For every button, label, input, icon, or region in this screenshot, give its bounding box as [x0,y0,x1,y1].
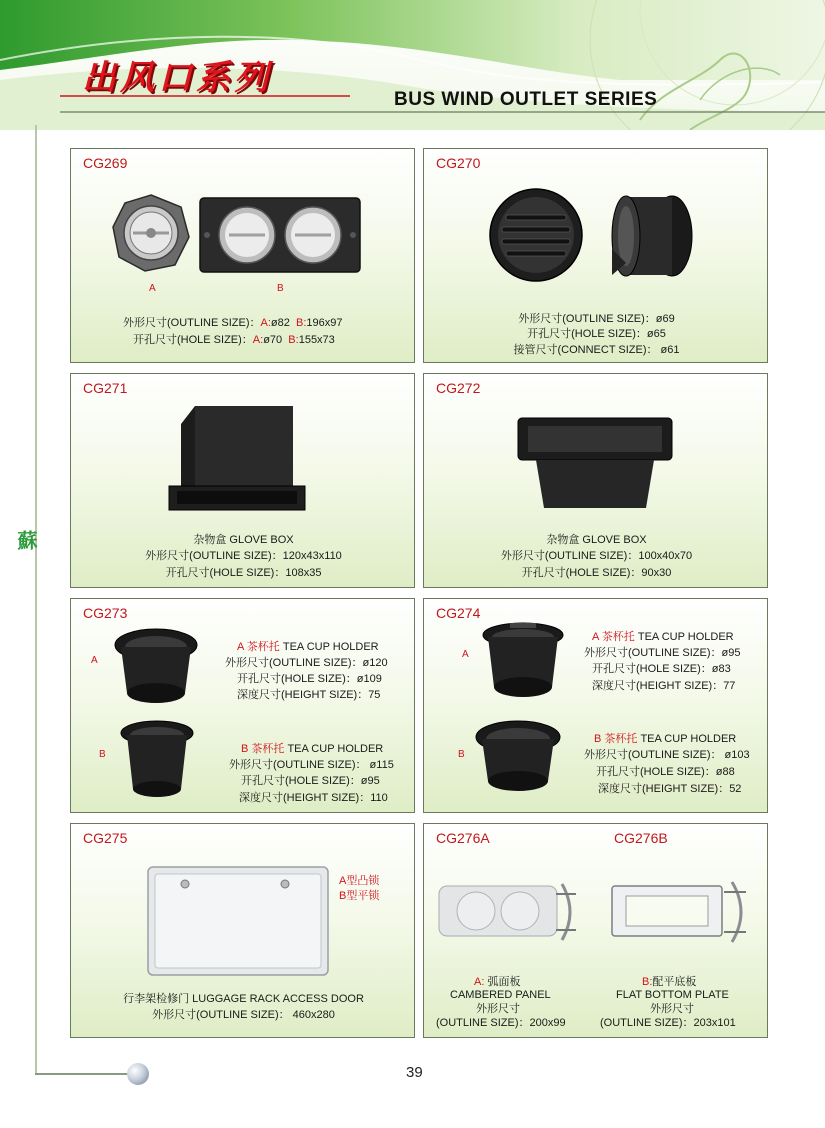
panel-cg269 [70,148,415,363]
cup-holder-b-hole: 开孔尺寸(HOLE SIZE)：ø95 [241,775,380,787]
flat-bottom-plate-image [610,878,758,946]
panel-cg272 [423,373,768,588]
cup-holder-b-height: 深度尺寸(HEIGHT SIZE)：52 [598,783,742,795]
cup-holder-b-outline: 外形尺寸(OUTLINE SIZE)： ø115 [229,759,394,771]
panel-cg273 [70,598,415,813]
glove-box-name: 杂物盒 GLOVE BOX [546,534,647,546]
label-b: B [277,283,284,294]
access-door-image [147,866,329,976]
hole-size-line: 开孔尺寸(HOLE SIZE)：90x30 [521,567,672,579]
cup-holder-b-image [474,719,562,801]
product-code: CG272 [436,380,481,396]
connect-size-line: 接管尺寸(CONNECT SIZE)： ø61 [513,344,680,356]
lock-type-b-note: B型平锁 [339,890,380,902]
cup-holder-b-hole: 开孔尺寸(HOLE SIZE)：ø88 [596,766,735,778]
cup-holder-a-image [113,627,199,707]
panel-cg275 [70,823,415,1038]
cup-holder-a-outline: 外形尺寸(OUTLINE SIZE)：ø120 [225,657,388,669]
label-b: B [99,749,106,760]
cambered-panel-image [438,880,586,944]
wind-outlet-round-image [111,193,191,273]
glove-box-name: 杂物盒 GLOVE BOX [193,534,294,546]
product-code: CG271 [83,380,128,396]
lock-type-a-note: A型凸锁 [339,875,380,887]
outline-size-line: 外形尺寸(OUTLINE SIZE)：A:ø82 B:196x97 [123,317,343,329]
hole-size-line: 开孔尺寸(HOLE SIZE)：A:ø70 B:155x73 [133,334,335,346]
cup-holder-b-title: B 茶杯托 TEA CUP HOLDER [241,743,384,755]
cup-holder-a-height: 深度尺寸(HEIGHT SIZE)：77 [592,680,736,692]
outline-size-line: 外形尺寸(OUTLINE SIZE)：100x40x70 [500,550,693,562]
product-code: CG273 [83,605,128,621]
outline-size-line: 外形尺寸(OUTLINE SIZE)：120x43x110 [145,550,342,562]
flat-plate-outline-cn: 外形尺寸 [650,1003,694,1015]
wind-outlet-double-image [199,197,361,273]
outline-size-line: 外形尺寸(OUTLINE SIZE)：ø69 [518,313,675,325]
cup-holder-a-title: A 茶杯托 TEA CUP HOLDER [237,641,379,653]
cup-holder-a-title: A 茶杯托 TEA CUP HOLDER [592,631,734,643]
bullet-ball-icon [127,1063,149,1085]
flat-plate-name-cn: B:配平底板 [642,976,697,988]
outlet-side-view-image [610,189,696,283]
louvered-outlet-image [488,187,584,283]
cambered-panel-outline-cn: 外形尺寸 [476,1003,520,1015]
flat-plate-outline-en: (OUTLINE SIZE)：203x101 [600,1017,736,1029]
product-code-a: CG276A [436,830,490,846]
product-code: CG274 [436,605,481,621]
product-code-b: CG276B [614,830,668,846]
hole-size-line: 开孔尺寸(HOLE SIZE)：108x35 [165,567,322,579]
bottom-rail [35,1073,135,1075]
access-door-name: 行李架检修门 LUGGAGE RACK ACCESS DOOR [123,993,364,1005]
label-a: A [91,655,98,666]
glove-box-image [516,416,674,510]
product-code: CG275 [83,830,128,846]
panel-cg271 [70,373,415,588]
title-english: BUS WIND OUTLET SERIES [394,89,658,110]
cup-holder-a-height: 深度尺寸(HEIGHT SIZE)：75 [237,689,381,701]
cup-holder-b-title: B 茶杯托 TEA CUP HOLDER [594,733,737,745]
cup-holder-a-hole: 开孔尺寸(HOLE SIZE)：ø83 [592,663,731,675]
panel-cg270 [423,148,768,363]
side-logo-label: 蘇 [14,530,38,550]
cup-holder-b-image [117,719,197,801]
panel-cg274 [423,598,768,813]
hole-size-line: 开孔尺寸(HOLE SIZE)：ø65 [527,328,666,340]
cup-holder-a-hole: 开孔尺寸(HOLE SIZE)：ø109 [237,673,382,685]
side-rail [35,125,37,1075]
flat-plate-name-en: FLAT BOTTOM PLATE [616,989,729,1001]
cup-holder-b-height: 深度尺寸(HEIGHT SIZE)：110 [239,792,388,804]
page-number: 39 [406,1064,423,1081]
product-code: CG269 [83,155,128,171]
cambered-panel-name-cn: A: 弧面板 [474,976,521,988]
cup-holder-b-outline: 外形尺寸(OUTLINE SIZE)： ø103 [584,749,750,761]
product-code: CG270 [436,155,481,171]
panel-cg276 [423,823,768,1038]
label-a: A [149,283,156,294]
cambered-panel-outline-en: (OUTLINE SIZE)：200x99 [436,1017,566,1029]
label-a: A [462,649,469,660]
glove-box-image [167,404,307,514]
page-header [0,0,825,130]
title-chinese: 出风口系列 [82,58,272,98]
cup-holder-a-image [480,621,566,703]
cambered-panel-name-en: CAMBERED PANEL [450,989,551,1001]
label-b: B [458,749,465,760]
outline-size-line: 外形尺寸(OUTLINE SIZE)： 460x280 [152,1009,335,1021]
cup-holder-a-outline: 外形尺寸(OUTLINE SIZE)：ø95 [584,647,741,659]
